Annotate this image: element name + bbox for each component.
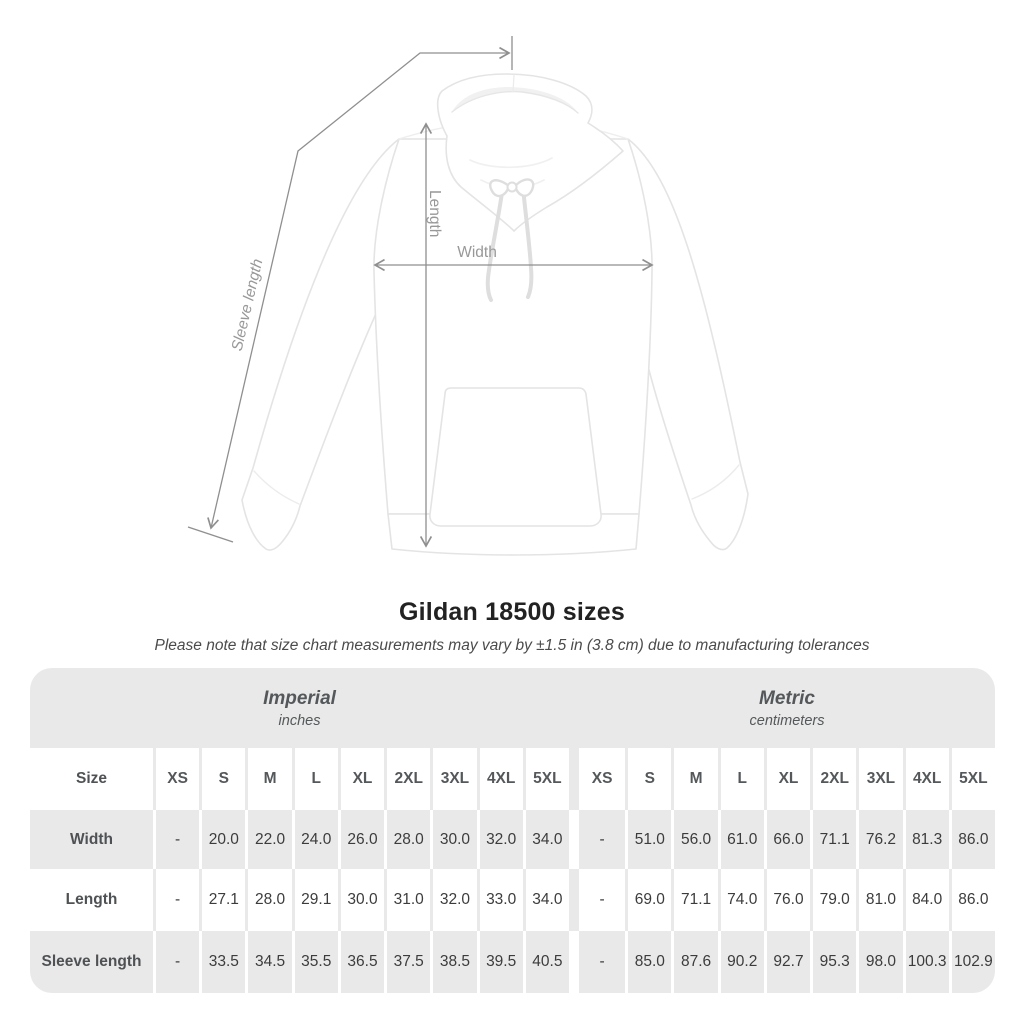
table-cell: 34.5 xyxy=(245,931,291,993)
table-cell: 34.0 xyxy=(523,810,569,869)
section-divider xyxy=(569,748,579,810)
table-cell: - xyxy=(599,953,605,970)
table-cell: 38.5 xyxy=(430,931,476,993)
table-cell: 36.5 xyxy=(338,931,384,993)
table-cell: 84.0 xyxy=(903,869,949,931)
title-block xyxy=(0,598,1024,655)
table-cell: 5XL xyxy=(523,748,569,810)
row-label: Width xyxy=(70,830,113,848)
metric-unit-label: centimeters xyxy=(749,712,825,729)
length-measure-label: Length xyxy=(426,190,443,238)
imperial-section-header xyxy=(30,668,569,748)
table-cell: 71.1 xyxy=(810,810,856,869)
table-cell: 74.0 xyxy=(718,869,764,931)
table-cell: 32.0 xyxy=(430,869,476,931)
row-label: Sleeve length xyxy=(41,953,142,970)
page-title: Gildan 18500 sizes xyxy=(399,598,625,626)
size-header-row xyxy=(30,748,995,810)
table-cell: 85.0 xyxy=(625,931,671,993)
table-cell: 86.0 xyxy=(949,869,995,931)
metric-section-header xyxy=(579,668,995,748)
cuff-tick xyxy=(188,527,233,542)
table-cell: 56.0 xyxy=(671,810,717,869)
table-cell: 22.0 xyxy=(245,810,291,869)
table-cell: 2XL xyxy=(384,748,430,810)
table-cell: 34.0 xyxy=(523,869,569,931)
table-cell: 4XL xyxy=(477,748,523,810)
table-cell: 79.0 xyxy=(810,869,856,931)
table-cell: 37.5 xyxy=(384,931,430,993)
imperial-label: Imperial xyxy=(263,687,336,709)
table-cell: 28.0 xyxy=(384,810,430,869)
table-cell: - xyxy=(153,931,199,993)
table-cell: 66.0 xyxy=(764,810,810,869)
measurement-row xyxy=(30,810,995,869)
row-label: Size xyxy=(75,770,107,787)
sleeve-length-measure-label: Sleeve length xyxy=(228,257,267,353)
table-cell: 32.0 xyxy=(477,810,523,869)
table-cell: M xyxy=(245,748,291,810)
table-cell: XS xyxy=(591,770,613,787)
tolerance-note: Please note that size chart measurements may vary by ±1.5 in (3.8 cm) due to manufacturing tolerances xyxy=(154,637,870,654)
drawstring-knot xyxy=(508,183,517,192)
table-cell: S xyxy=(199,748,245,810)
table-cell: 69.0 xyxy=(625,869,671,931)
row-label: Length xyxy=(65,891,118,908)
hoodie-illustration xyxy=(242,74,748,555)
measurement-row xyxy=(30,869,995,931)
table-cell: 39.5 xyxy=(477,931,523,993)
table-cell: 76.2 xyxy=(856,810,902,869)
table-cell: L xyxy=(292,748,338,810)
width-measure-label: Width xyxy=(457,244,497,261)
table-cell: 30.0 xyxy=(338,869,384,931)
table-cell: - xyxy=(153,869,199,931)
measurement-row xyxy=(30,931,995,993)
table-cell: 40.5 xyxy=(523,931,569,993)
table-cell: 26.0 xyxy=(338,810,384,869)
table-cell: 28.0 xyxy=(245,869,291,931)
table-cell: 30.0 xyxy=(430,810,476,869)
table-cell: 100.3 xyxy=(903,931,949,993)
table-cell: - xyxy=(153,810,199,869)
kangaroo-pocket xyxy=(430,388,601,526)
table-cell: 81.3 xyxy=(903,810,949,869)
table-cell: 61.0 xyxy=(718,810,764,869)
table-cell: 92.7 xyxy=(764,931,810,993)
table-cell: 29.1 xyxy=(292,869,338,931)
table-cell: 51.0 xyxy=(625,810,671,869)
table-cell: 81.0 xyxy=(856,869,902,931)
section-divider xyxy=(569,869,579,931)
table-cell: XS xyxy=(153,748,199,810)
table-cell: 35.5 xyxy=(292,931,338,993)
table-cell: XL xyxy=(764,748,810,810)
table-cell: 31.0 xyxy=(384,869,430,931)
table-unit-header xyxy=(30,668,995,748)
table-cell: XL xyxy=(338,748,384,810)
imperial-unit-label: inches xyxy=(278,712,321,729)
table-cell: 102.9 xyxy=(949,931,995,993)
table-cell: - xyxy=(599,891,605,908)
size-table xyxy=(30,668,995,993)
table-cell: - xyxy=(599,830,605,848)
table-cell: 3XL xyxy=(430,748,476,810)
table-cell: 71.1 xyxy=(671,869,717,931)
table-cell: 33.5 xyxy=(199,931,245,993)
section-divider xyxy=(569,810,579,869)
table-cell: S xyxy=(625,748,671,810)
table-body xyxy=(30,748,995,993)
table-cell: M xyxy=(671,748,717,810)
table-cell: 95.3 xyxy=(810,931,856,993)
table-cell: 86.0 xyxy=(949,810,995,869)
table-cell: 3XL xyxy=(856,748,902,810)
table-cell: 98.0 xyxy=(856,931,902,993)
section-divider xyxy=(569,931,579,993)
table-cell: 24.0 xyxy=(292,810,338,869)
table-cell: 90.2 xyxy=(718,931,764,993)
table-cell: 2XL xyxy=(810,748,856,810)
table-cell: 87.6 xyxy=(671,931,717,993)
table-cell: 76.0 xyxy=(764,869,810,931)
table-cell: 33.0 xyxy=(477,869,523,931)
metric-label: Metric xyxy=(759,687,815,709)
table-cell: L xyxy=(718,748,764,810)
left-sleeve xyxy=(242,139,399,550)
table-cell: 27.1 xyxy=(199,869,245,931)
table-cell: 5XL xyxy=(949,748,995,810)
table-cell: 4XL xyxy=(903,748,949,810)
table-cell: 20.0 xyxy=(199,810,245,869)
